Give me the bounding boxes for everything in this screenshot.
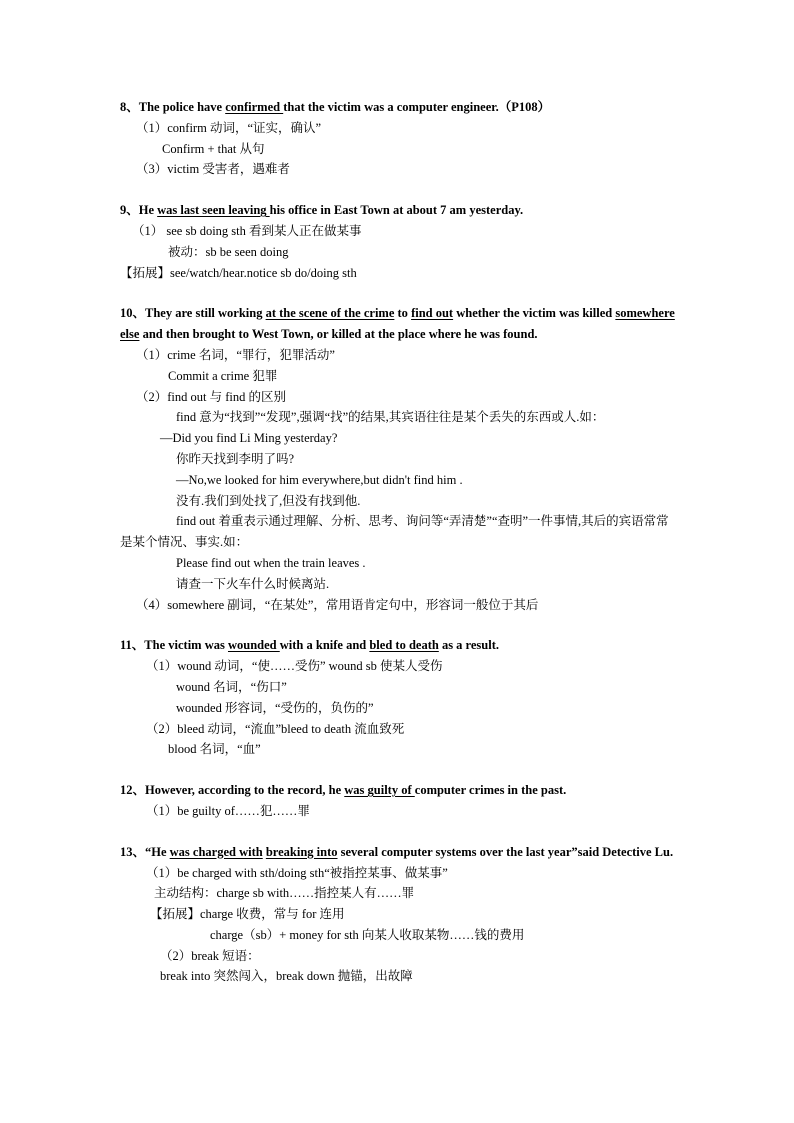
note-line: （1）be guilty of……犯……罪 <box>146 803 310 818</box>
note-line: 【拓展】charge 收费，常与 for 连用 <box>150 907 345 922</box>
heading-text: and then brought to West Town, or killed at the place where he was found. <box>139 327 538 342</box>
heading-text: computer crimes in the past. <box>414 783 567 798</box>
note-line: 没有.我们到处找了,但没有找到他. <box>176 493 361 508</box>
note-line: 【拓展】see/watch/hear.notice sb do/doing sth <box>120 265 357 280</box>
note-line: —No,we looked for him everywhere,but didn't find him . <box>176 472 463 487</box>
heading-text: 11、The victim was <box>120 638 228 653</box>
heading-9 <box>120 200 680 221</box>
section-10 <box>120 303 680 615</box>
section-12 <box>120 780 680 822</box>
note-line: （2）bleed 动词，“流血”bleed to death 流血致死 <box>146 721 405 736</box>
note-line: （1）confirm 动词，“证实，确认” <box>136 120 322 135</box>
note-line: blood 名词，“血” <box>168 742 261 757</box>
note-line: Commit a crime 犯罪 <box>168 368 278 383</box>
note-line: （4）somewhere 副词，“在某处”，常用语肯定句中，形容词一般位于其后 <box>136 597 539 612</box>
underlined-phrase: bled to death <box>369 638 439 653</box>
note-line: 请查一下火车什么时候离站. <box>176 576 330 591</box>
heading-text: with a knife and <box>279 638 370 653</box>
document-page <box>120 97 680 1007</box>
underlined-phrase: somewhere else <box>120 306 675 342</box>
note-line: 你昨天找到李明了吗? <box>176 451 295 466</box>
note-line: （3）victim 受害者，遇难者 <box>136 162 290 177</box>
underlined-phrase: was guilty of <box>344 783 415 798</box>
note-line: （1）crime 名词，“罪行，犯罪活动” <box>136 347 335 362</box>
underlined-phrase: at the scene of the crime <box>265 306 395 321</box>
heading-13 <box>120 842 680 863</box>
note-line: （2）break 短语： <box>160 948 260 963</box>
note-line: wound 名词，“伤口” <box>176 679 287 694</box>
heading-8 <box>120 97 680 118</box>
note-line: （1）be charged with sth/doing sth“被指控某事、做某事” <box>146 865 448 880</box>
underlined-phrase: wounded <box>227 638 280 653</box>
note-line: 主动结构：charge sb with……指控某人有……罪 <box>154 886 415 901</box>
heading-11 <box>120 635 680 656</box>
note-line: （2）find out 与 find 的区别 <box>136 389 286 404</box>
heading-10 <box>120 303 680 345</box>
note-line: Please find out when the train leaves . <box>176 555 366 570</box>
heading-text: 10、They are still working <box>120 306 266 321</box>
note-line: charge（sb）+ money for sth 向某人收取某物……钱的费用 <box>210 927 525 942</box>
note-line: （1） see sb doing sth 看到某人正在做某事 <box>132 223 362 238</box>
underlined-phrase: was last seen leaving <box>157 203 270 218</box>
heading-text: to <box>394 306 412 321</box>
note-line: —Did you find Li Ming yesterday? <box>160 431 338 446</box>
note-line: Confirm + that 从句 <box>162 141 265 156</box>
heading-text: his office in East Town at about 7 am yesterday. <box>269 203 524 218</box>
underlined-phrase: breaking into <box>265 844 338 859</box>
heading-text: 9、He <box>120 203 158 218</box>
heading-text: 13、“He <box>120 844 170 859</box>
section-9 <box>120 200 680 283</box>
section-8 <box>120 97 680 180</box>
underlined-phrase: confirmed <box>225 100 284 114</box>
section-11 <box>120 635 680 760</box>
section-13 <box>120 842 680 988</box>
heading-text: several computer systems over the last year”said Detective Lu. <box>337 844 674 859</box>
note-line: wounded 形容词，“受伤的，负伤的” <box>176 700 374 715</box>
heading-text: 8、The police have <box>120 100 226 114</box>
note-line: find out 着重表示通过理解、分析、思考、询问等“弄清楚”“查明”一件事情,其后的宾语常常是某个情况、事实.如： <box>120 514 669 550</box>
heading-text: that the victim was a computer engineer.（P108） <box>283 100 551 114</box>
note-line: find 意为“找到”“发现”,强调“找”的结果,其宾语往往是某个丢失的东西或人.如： <box>176 410 605 425</box>
heading-12 <box>120 780 680 801</box>
note-line: （1）wound 动词，“使……受伤” wound sb 使某人受伤 <box>146 659 443 674</box>
heading-text: whether the victim was killed <box>453 306 616 321</box>
heading-text: as a result. <box>438 638 499 653</box>
note-line: break into 突然闯入，break down 抛锚，出故障 <box>160 969 413 984</box>
heading-text: 12、However, according to the record, he <box>120 783 345 798</box>
note-line: 被动：sb be seen doing <box>168 244 289 259</box>
underlined-phrase: find out <box>411 306 454 321</box>
underlined-phrase: was charged with <box>169 844 263 859</box>
